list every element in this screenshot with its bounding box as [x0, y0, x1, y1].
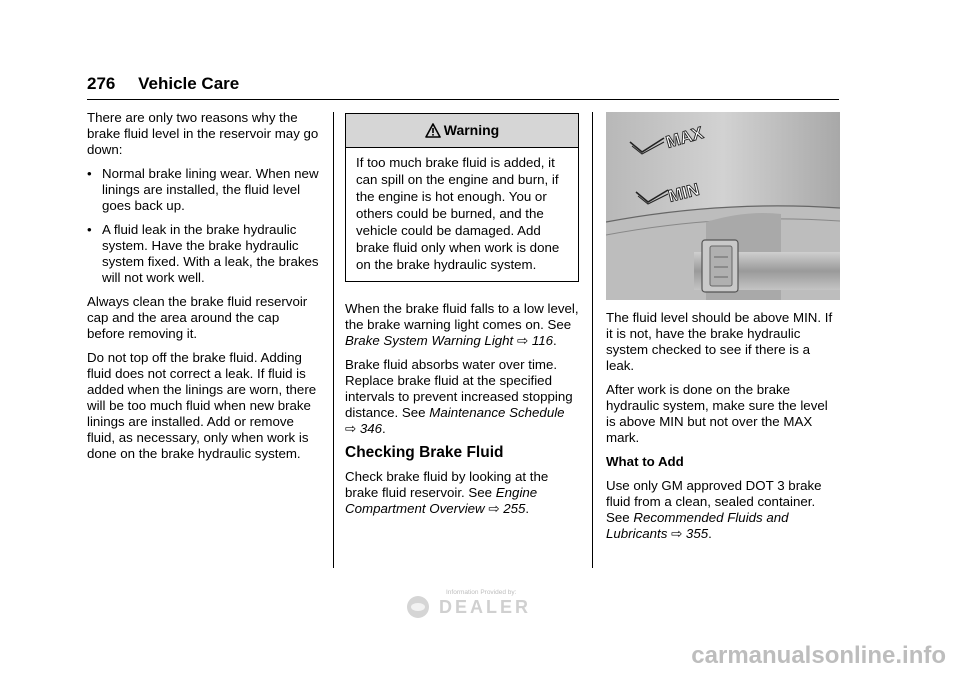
cross-reference[interactable]: Brake System Warning Light: [345, 333, 514, 348]
bullet-text: Normal brake lining wear. When new linings are installed, the fluid level goes back up.: [102, 166, 319, 213]
watermark-caption: Information Provided by:: [446, 589, 517, 596]
what-to-add-heading: What to Add: [606, 454, 684, 469]
page-reference[interactable]: 346: [359, 421, 383, 436]
page-reference[interactable]: 255: [503, 501, 526, 516]
warning-title: Warning: [443, 122, 500, 138]
cross-reference[interactable]: Recommended Fluids and Lubricants: [606, 510, 789, 541]
list-item: [87, 166, 320, 214]
page-number: 276: [87, 74, 116, 93]
ref-arrow-icon: ⇨: [488, 501, 500, 516]
warning-triangle-icon: [425, 117, 441, 150]
section-heading: Checking Brake Fluid: [345, 444, 504, 461]
warning-header: [346, 114, 578, 148]
column-left: [87, 110, 320, 470]
watermark-brand: DEALER: [439, 597, 532, 617]
dot3-paragraph: Use only GM approved DOT 3 brake fluid from a clean, sealed container. See Recommended Fluids and Lubricants ⇨ 355.: [606, 478, 822, 541]
page-header: [87, 74, 239, 94]
warning-box: [345, 113, 579, 282]
page-reference[interactable]: 355: [685, 526, 709, 541]
absorbs-water-paragraph: Brake fluid absorbs water over time. Replace brake fluid at the specified intervals to prevent increased stopping distance. See Maintenance Schedule ⇨ 346.: [345, 357, 573, 436]
dealer-watermark-logo: [406, 585, 546, 621]
header-rule: [87, 99, 839, 100]
max-label: MAX: [663, 123, 706, 152]
column-divider: [333, 112, 334, 568]
column-divider: [592, 112, 593, 568]
brake-reservoir-illustration: [606, 112, 840, 300]
clean-cap-paragraph: Always clean the brake fluid reservoir cap and the area around the cap before removing it.: [87, 294, 308, 341]
check-fluid-paragraph: Check brake fluid by looking at the brake fluid reservoir. See Engine Compartment Overview ⇨ 255.: [345, 469, 549, 516]
column-right: [606, 112, 840, 550]
column-middle: [345, 113, 579, 525]
after-work-paragraph: After work is done on the brake hydraulic system, make sure the level is above MIN but not over the MAX mark.: [606, 382, 828, 445]
min-label: MIN: [666, 179, 702, 206]
ref-arrow-icon: ⇨: [671, 526, 683, 541]
ref-arrow-icon: ⇨: [345, 421, 357, 436]
cross-reference[interactable]: Engine Compartment Overview: [345, 485, 538, 516]
cross-reference[interactable]: Maintenance Schedule: [429, 405, 565, 420]
intro-paragraph: There are only two reasons why the brake fluid level in the reservoir may go down:: [87, 110, 319, 157]
bullet-text: A fluid leak in the brake hydraulic system. Have the brake hydraulic system fixed. With a leak, the brakes will not work well.: [102, 222, 319, 285]
site-footer: carmanualsonline.info: [691, 642, 946, 669]
list-item: [87, 222, 320, 286]
section-title: Vehicle Care: [138, 74, 240, 93]
page-reference[interactable]: 116: [531, 333, 554, 348]
bullet-marker: •: [87, 166, 92, 181]
ref-arrow-icon: ⇨: [516, 333, 529, 348]
warning-light-paragraph: When the brake fluid falls to a low level, the brake warning light comes on. See Brake System Warning Light ⇨ 116.: [345, 301, 579, 348]
top-off-paragraph: Do not top off the brake fluid. Adding fluid does not correct a leak. If fluid is added when the linings are worn, there will be too much fluid when new brake linings are installed. Add or remove fluid, as necessary, only when work is done on the brake hydraulic system.: [87, 350, 317, 461]
warning-body: If too much brake fluid is added, it can spill on the engine and burn, if the engine is hot enough. You or others could be burned, and the vehicle could be damaged. Add brake fluid only when work is done on the brake hydraulic system.: [356, 155, 560, 272]
fluid-level-paragraph: The fluid level should be above MIN. If it is not, have the brake hydraulic system checked to see if there is a leak.: [606, 310, 833, 373]
bullet-marker: •: [87, 222, 92, 237]
